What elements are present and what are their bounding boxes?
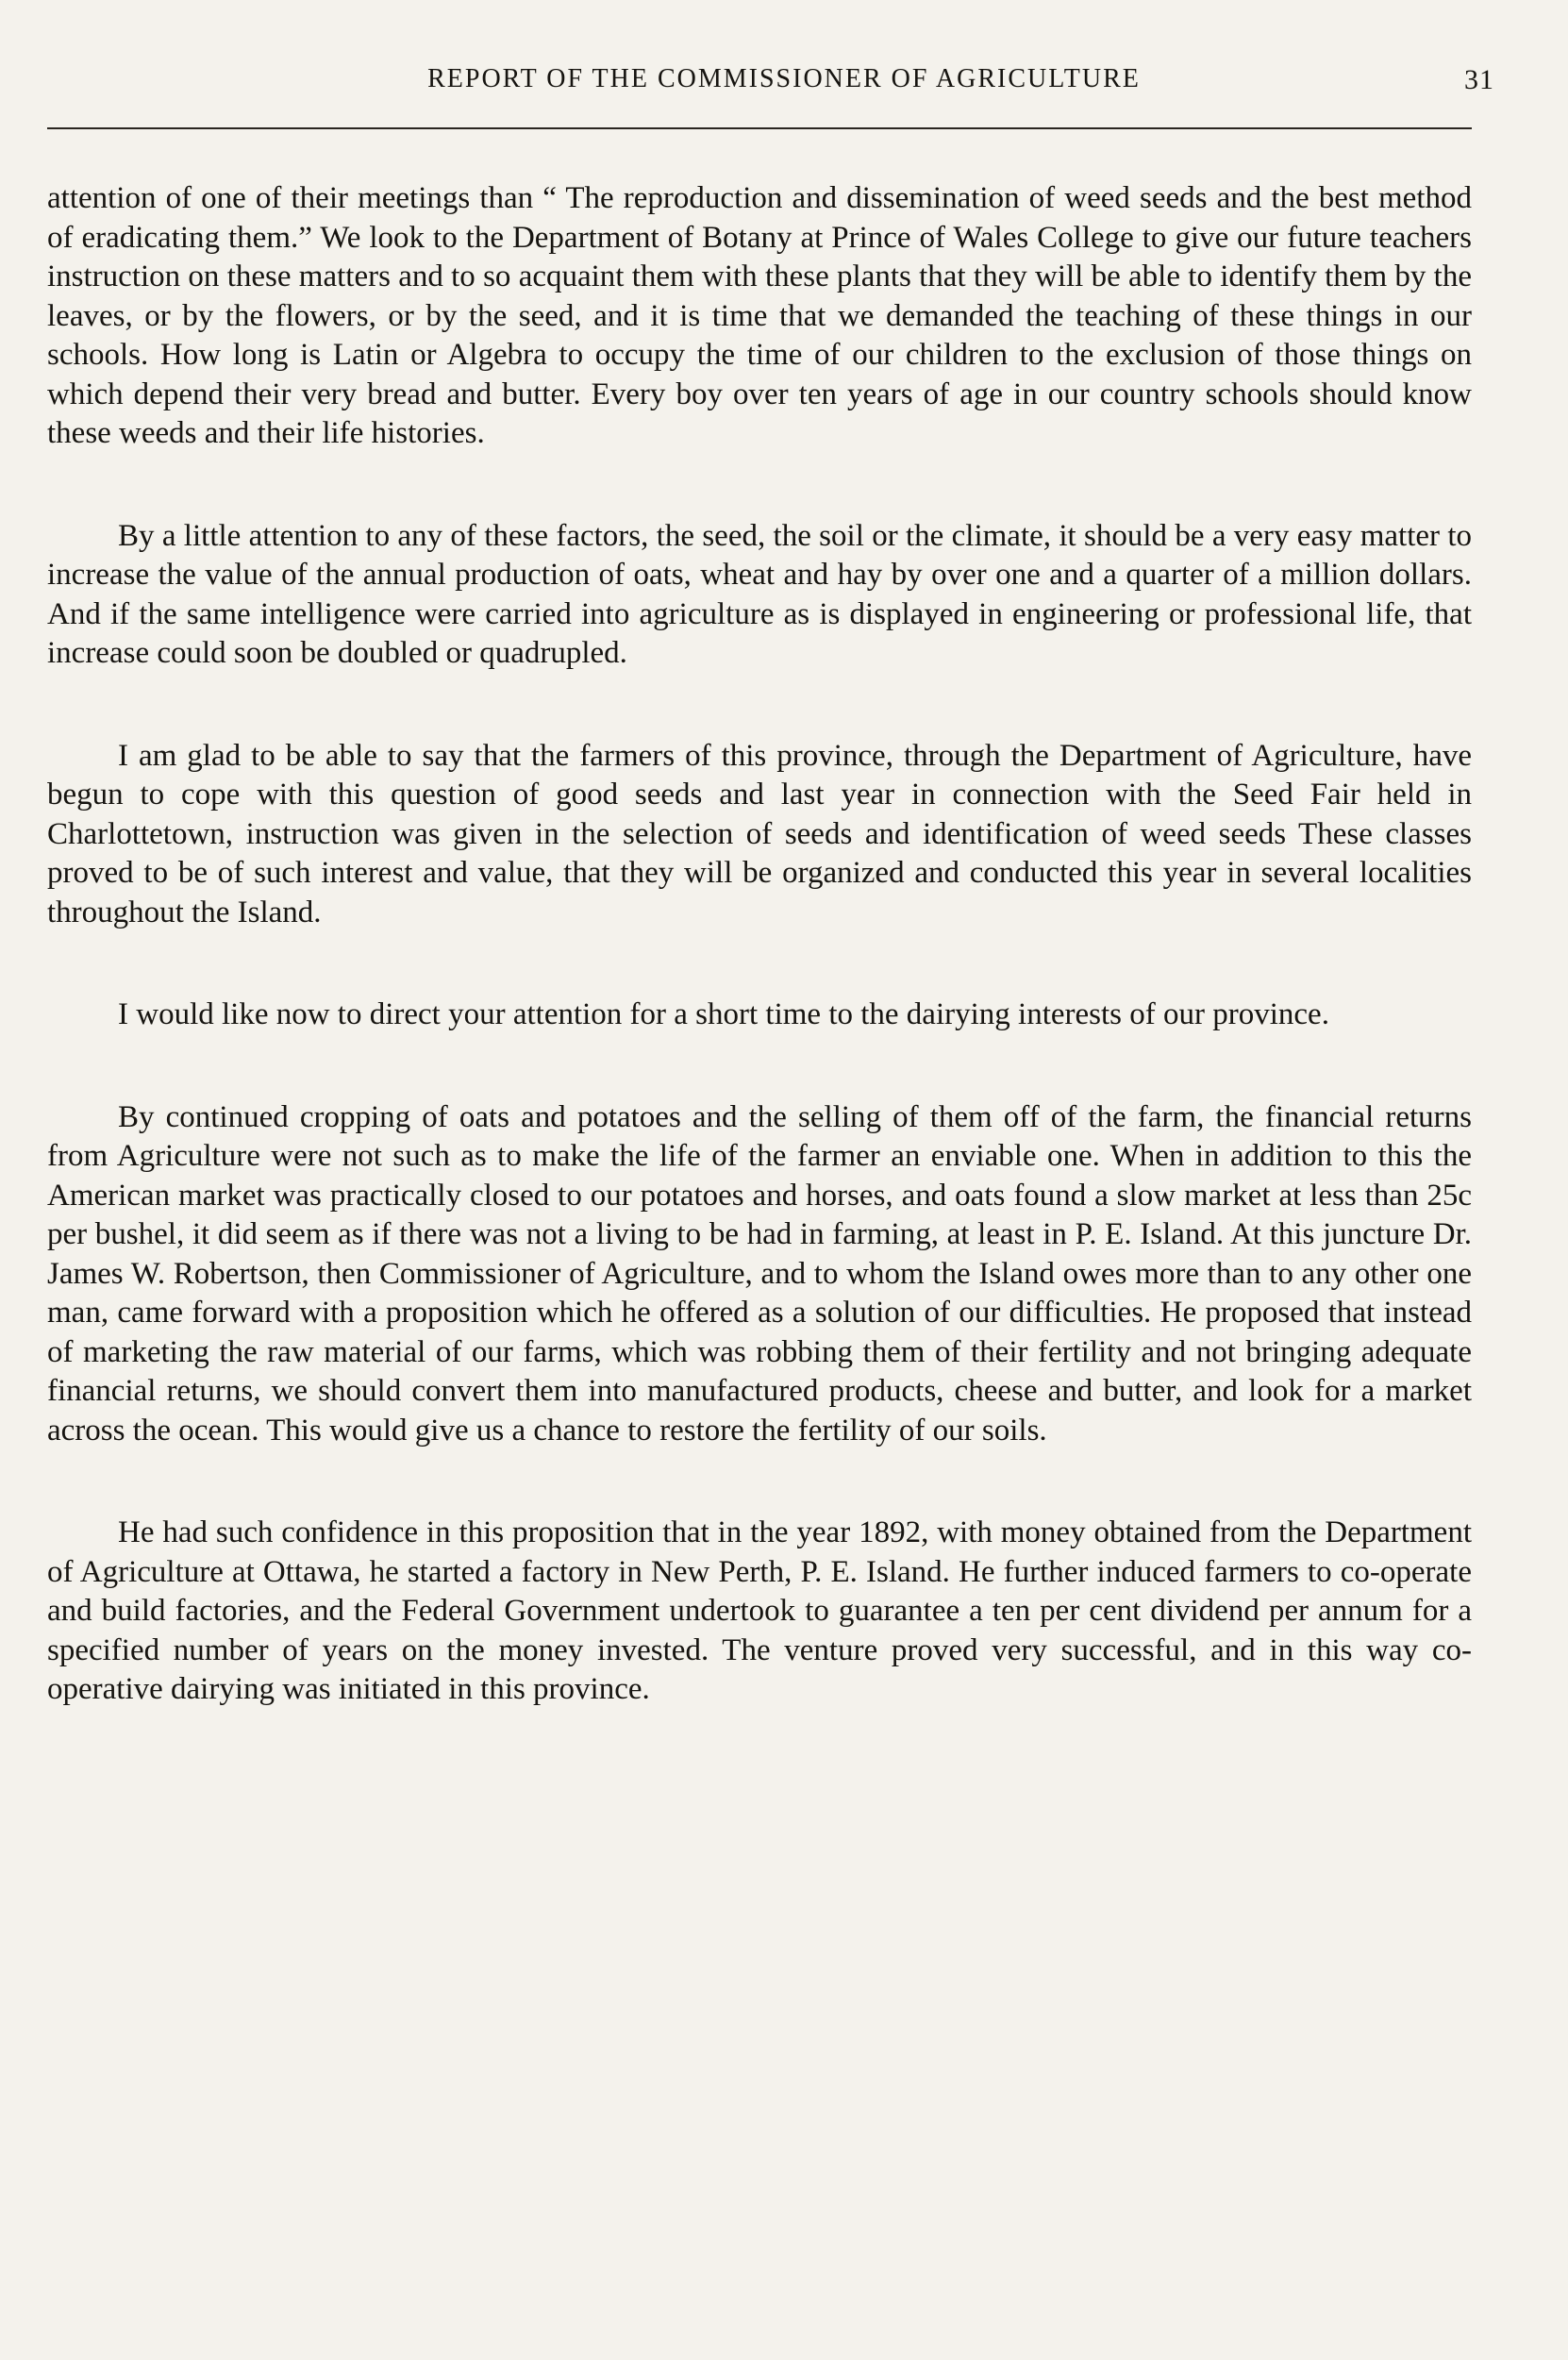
body-text [47, 179, 1472, 1710]
page-number: 31 [1464, 64, 1494, 95]
running-head [38, 64, 1530, 111]
header-rule [47, 127, 1472, 129]
paragraph-seed-fair: I am glad to be able to say that the farmers of this province, through the Department of Agriculture, have begun to cope with this question of good seeds and last year in connection with the Seed Fair held in Charlottetown, instruction was given in the selection of seeds and identification of weed seeds These classes proved to be of such interest and value, that they will be organized and conducted this year in several localities throughout the Island. [47, 738, 1472, 929]
paragraph-continued-cropping: By continued cropping of oats and potatoes and the selling of them off of the farm, the financial returns from Agriculture were not such as to make the life of the farmer an enviable one. When in addition to this the American market was practically closed to our potatoes and horses, and oats found a slow market at less than 25c per bushel, it did seem as if there was not a living to be had in farming, at least in P. E. Island. At this juncture Dr. James W. Robertson, then Commissioner of Agriculture, and to whom the Island owes more than to any other one man, came forward with a proposition which he offered as a solution of our difficulties. He proposed that instead of marketing the raw material of our farms, which was robbing them of their fertility and not bringing adequate financial returns, we should convert them into manufactured products, cheese and butter, and look for a market across the ocean. This would give us a chance to restore the fertility of our soils. [47, 1099, 1472, 1448]
paragraph-confidence-1892: He had such confidence in this proposition that in the year 1892, with money obtained from the Department of Agriculture at Ottawa, he started a factory in New Perth, P. E. Island. He further induced farmers to co-operate and build factories, and the Federal Government undertook to guarantee a ten per cent dividend per annum for a specified number of years on the money invested. The venture proved very successful, and in this way co-operative dairying was initiated in this province. [47, 1515, 1472, 1706]
paragraph-dairying-intro: I would like now to direct your attention for a short time to the dairying interests of our province. [118, 997, 1329, 1031]
running-title: REPORT OF THE COMMISSIONER OF AGRICULTURE [427, 64, 1141, 93]
paragraph-weed-seeds: attention of one of their meetings than “ The reproduction and dissemination of weed seeds and the best method of eradicating them.” We look to the Department of Botany at Prince of Wales College to give our future teachers instruction on these matters and to so acquaint them with these plants that they will be able to identify them by the leaves, or by the flowers, or by the seed, and it is time that we demanded the teaching of these things in our schools. How long is Latin or Algebra to occupy the time of our children to the exclusion of those things on which depend their very bread and butter. Every boy over ten years of age in our country schools should know these weeds and their life histories. [47, 181, 1472, 450]
paragraph-attention-factors: By a little attention to any of these factors, the seed, the soil or the climate, it should be a very easy matter to increase the value of the annual production of oats, wheat and hay by over one and a quarter of a million dollars. And if the same intelligence were carried into agriculture as is displayed in engineering or professional life, that increase could soon be doubled or quadrupled. [47, 518, 1472, 670]
